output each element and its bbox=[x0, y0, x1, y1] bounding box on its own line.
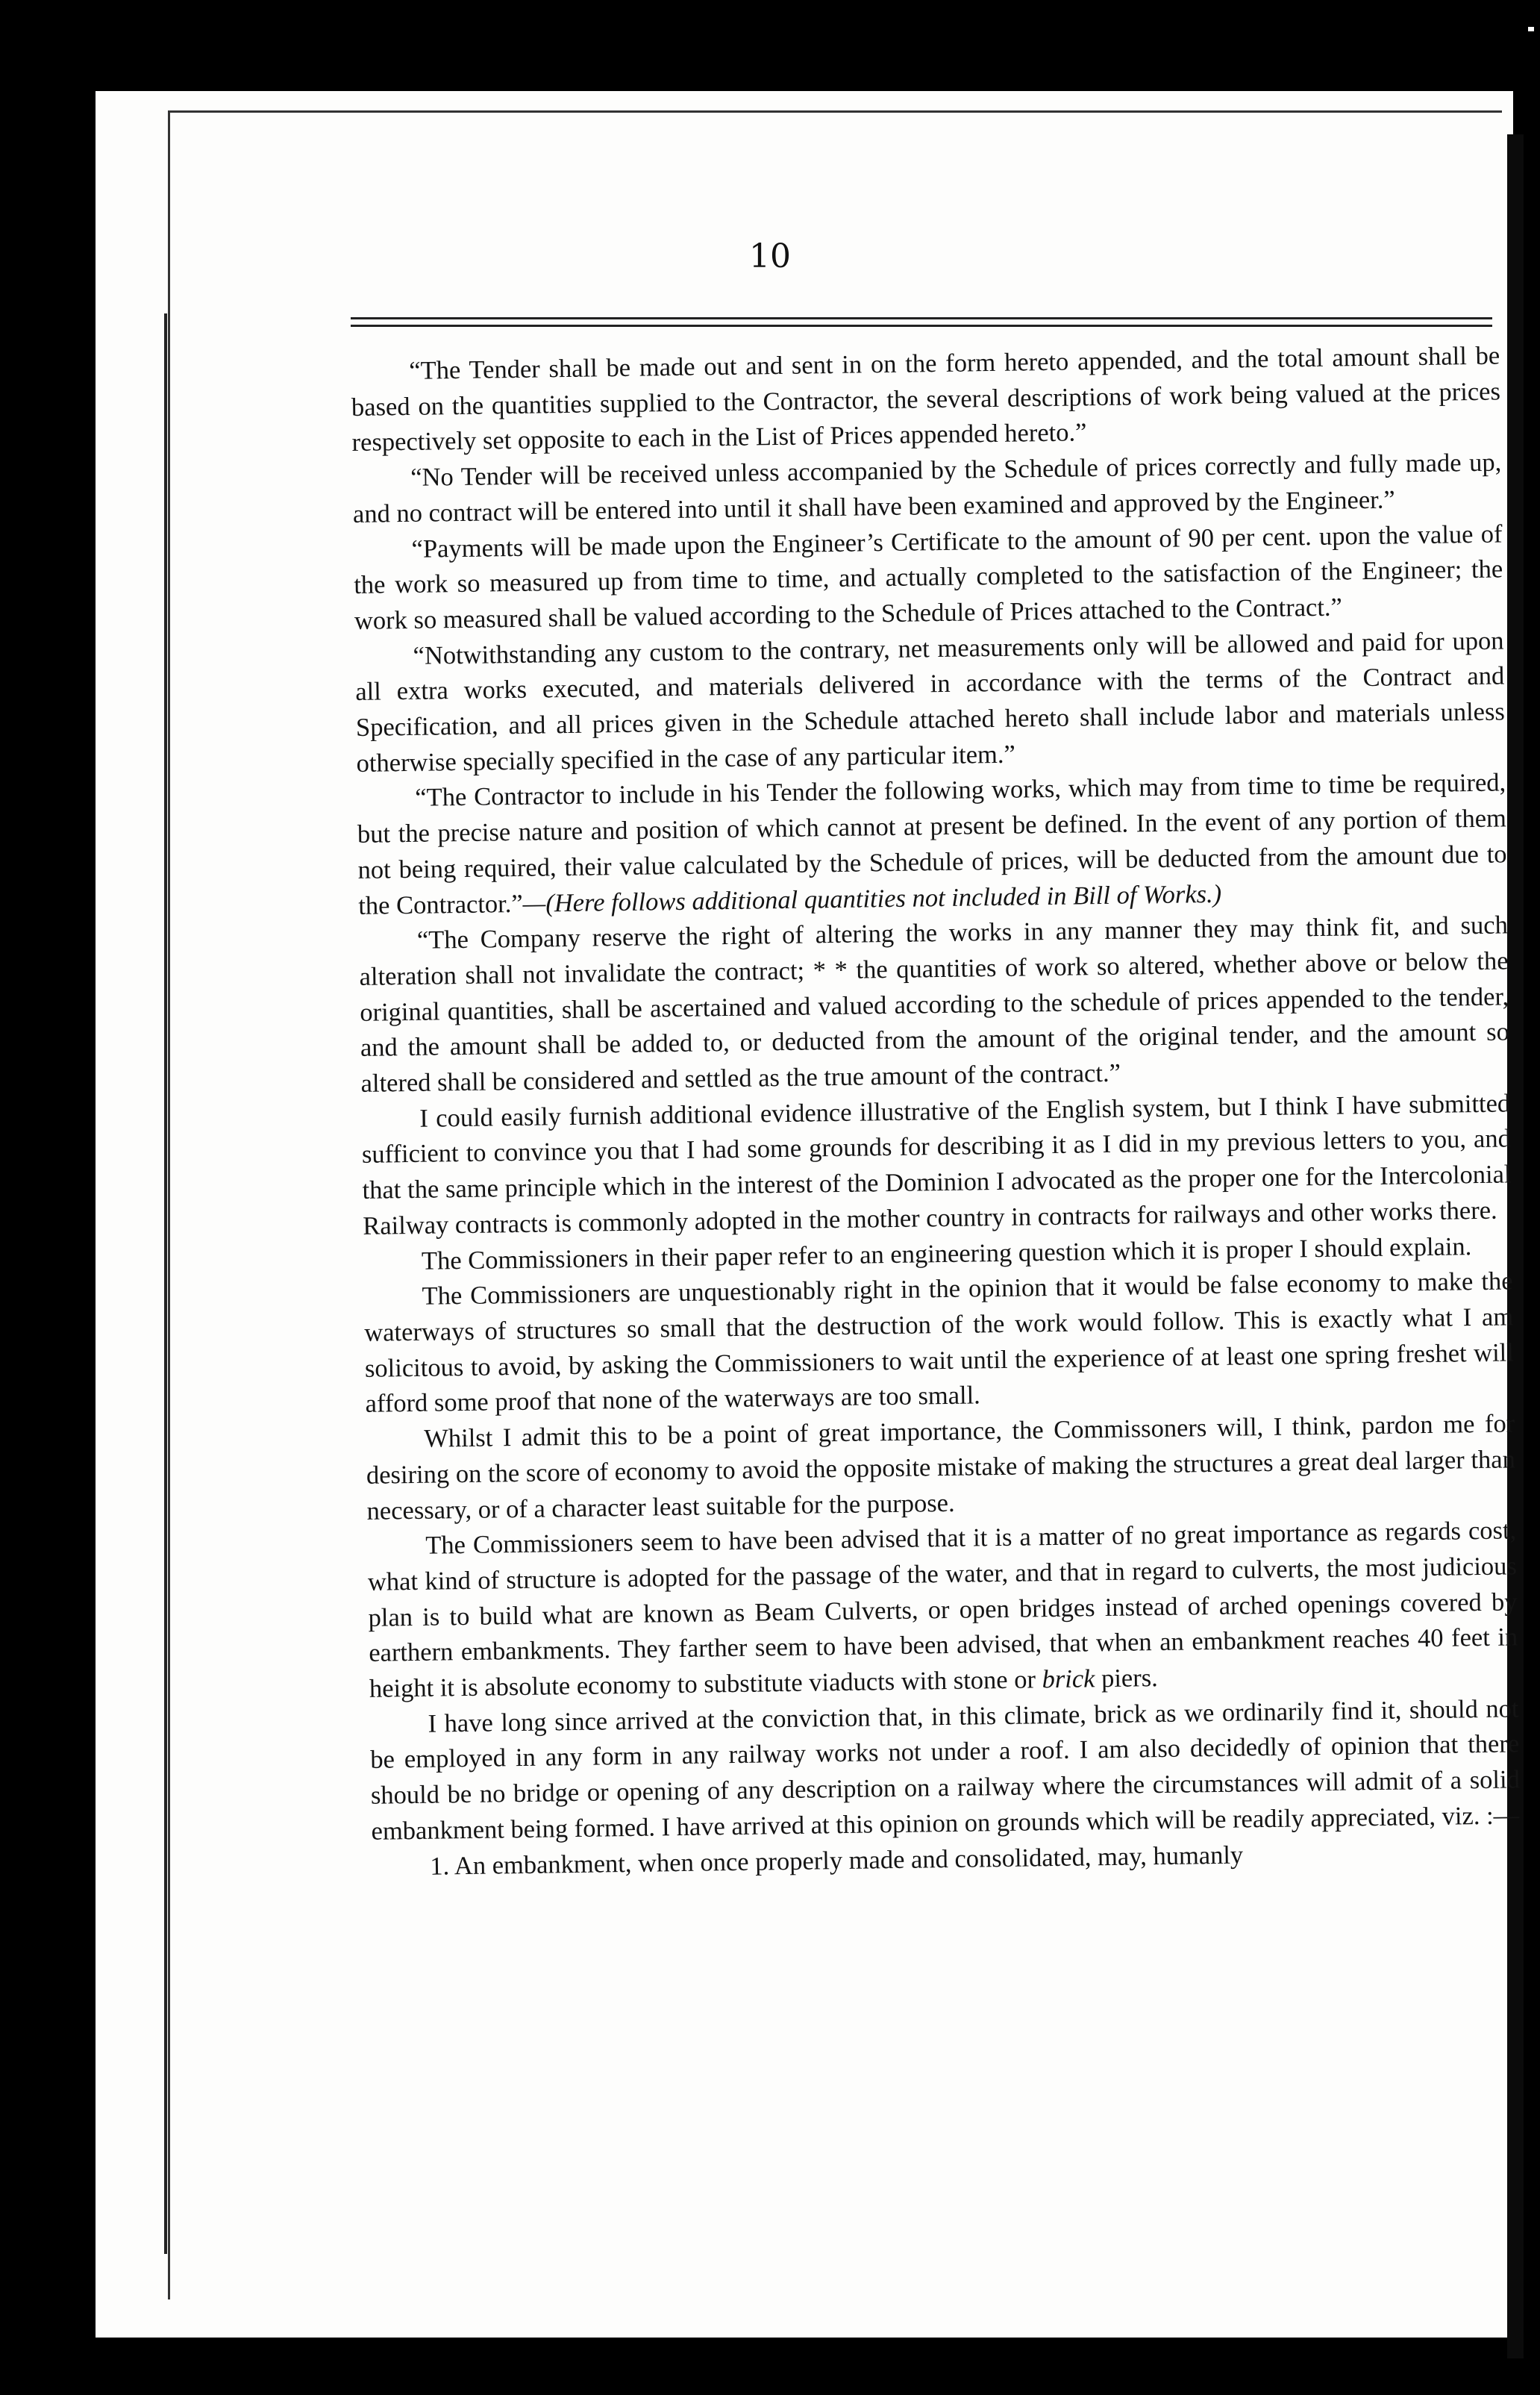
italic-word: brick bbox=[1042, 1664, 1095, 1694]
paragraph: “No Tender will be received unless accompanied by the Schedule of prices correctly and fully made up, and no contract will be entered into until it shall have been examined and approved by the Engineer.” bbox=[352, 448, 1502, 528]
italic-note: —(Here follows additional quantities not included in Bill of Works.) bbox=[522, 879, 1222, 918]
scan-speck bbox=[1528, 27, 1534, 31]
paragraph-text: piers. bbox=[1101, 1664, 1159, 1693]
page-number: 10 bbox=[749, 237, 791, 275]
paragraph: 1. An embankment, when once properly made and consolidated, may, humanly bbox=[430, 1840, 1244, 1881]
paragraph-text: “The Contractor to include in his Tender the following works, which may from time to time be required, but the precise nature and position of which cannot at present be defined. In the event of any portion of them not being required, their value calculated by the Schedule of prices, will be deducted from the amount due to the Contractor.” bbox=[357, 768, 1507, 920]
scan-speck bbox=[137, 1543, 140, 1575]
paragraph-text: The Commissioners seem to have been advised that it is a matter of no great importance as regards cost, what kind of structure is adopted for the passage of the water, and that in regard to culverts, the most judicious plan is to build what are known as Beam Culverts, or open bridges instead of arched openings covered by earthern embankments. They farther seem to have been advised, that when an embankment reaches 40 feet in height it is absolute economy to substitute viaducts with stone or bbox=[367, 1516, 1518, 1703]
paragraph: “Payments will be made upon the Engineer’s Certificate to the amount of 90 per cent. upon the value of the work so measured up from time to time, and actually completed to the satisfaction of the Engineer; the work so measured shall be valued according to the Schedule of Prices attached to the Contract.” bbox=[354, 519, 1503, 635]
scan-speck bbox=[137, 1158, 140, 1203]
header-rule bbox=[351, 317, 1492, 319]
paragraph: “Notwithstanding any custom to the contrary, net measurements only will be allowed and paid for upon all extra works executed, and materials delivered in accordance with the terms of the Contract and Specification, and all prices given in the Schedule attached hereto shall include labor and materials unless otherwise specially specified in the case of any particular item.” bbox=[355, 626, 1506, 778]
paragraph: “The Tender shall be made out and sent in on the form hereto appended, and the total amount shall be based on the quantities supplied to the Contractor, the several descriptions of work being valued at the prices respectively set opposite to each in the List of Prices appended hereto.” bbox=[351, 341, 1501, 458]
paragraph: “The Company reserve the right of altering the works in any manner they may think fit, and such alteration shall not invalidate the contract; * * the quantities of work so altered, whether above or below the original quantities, shall be ascertained and valued according to the schedule of prices appended to the tender, and the amount shall be added to, or deducted from the amount of the original tender, and the amount so altered shall be considered and settled as the true amount of the contract.” bbox=[359, 911, 1510, 1098]
left-margin-rule bbox=[164, 313, 167, 2254]
paragraph: I could easily furnish additional evidence illustrative of the English system, but I think I have submitted sufficient to convince you that I had some grounds for describing it as I did in my previous letters to you, and that the same principle which in the interest of the Dominion I advocated as the proper one for the Intercolonial Railway contracts is commonly adopted in the mother country in contracts for railways and other works there. bbox=[361, 1089, 1512, 1240]
page-text bbox=[351, 338, 1523, 2040]
paragraph bbox=[357, 766, 1508, 924]
paragraph: The Commissioners in their paper refer to an engineering question which it is proper I should explain. bbox=[421, 1231, 1472, 1275]
paragraph: Whilst I admit this to be a point of great importance, the Commissoners will, I think, pardon me for desiring on the score of economy to avoid the opposite mistake of making the structures a great deal larger than necessary, or of a character least suitable for the purpose. bbox=[366, 1409, 1516, 1526]
paragraph bbox=[367, 1514, 1518, 1708]
header-rule bbox=[351, 325, 1492, 327]
paragraph: I have long since arrived at the conviction that, in this climate, brick as we ordinarily find it, should not be employed in any form in any railway works not under a roof. I am also decidedly of opinion that there should be no bridge or opening of any description on a railway where the circumstances will admit of a solid embankment being formed. I have arrived at this opinion on grounds which will be readily appreciated, viz. :— bbox=[370, 1694, 1521, 1846]
paragraph: The Commissioners are unquestionably right in the opinion that it would be false economy to make the waterways of structures so small that the destruction of the work would follow. This is exactly what I am solicitous to avoid, by asking the Commissioners to wait until the experience of at least one spring freshet will afford some proof that none of the waterways are too small. bbox=[364, 1267, 1515, 1419]
